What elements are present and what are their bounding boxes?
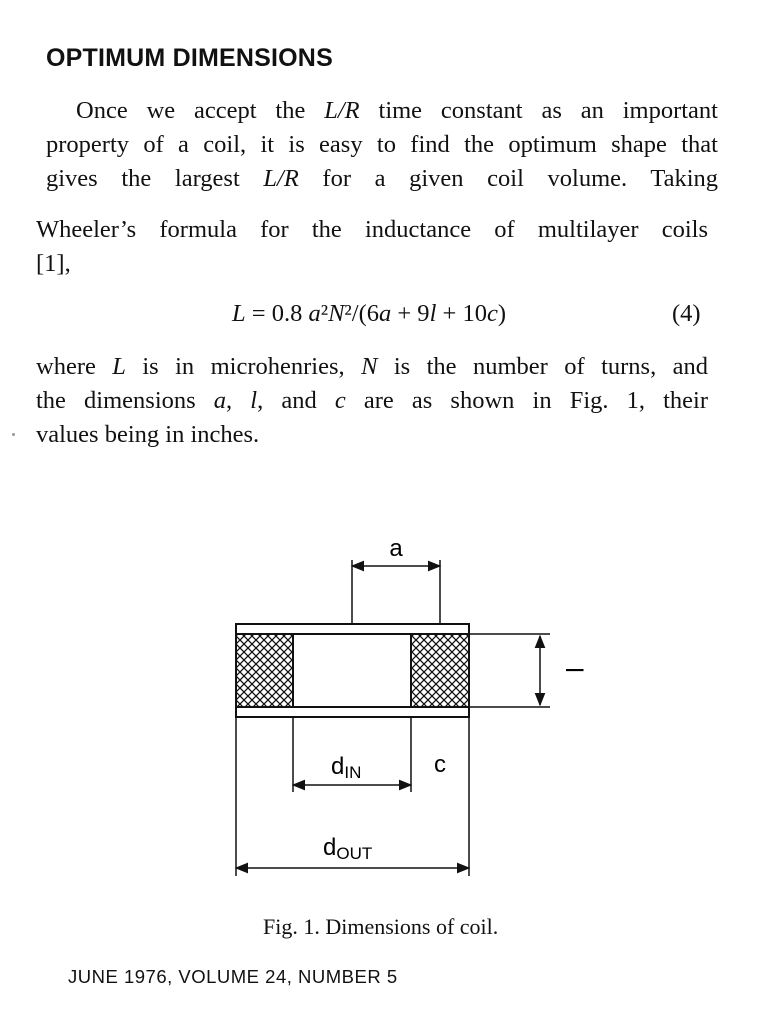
variable-a: a [213,387,227,414]
dout-label: dOUT [323,834,373,863]
scan-speck [12,433,15,436]
paragraph-3 [36,350,708,452]
text-run: gives the largest [46,165,264,192]
paragraph-1-line-2: property of a coil, it is easy to find the optimum shape that [46,131,718,158]
top-flange [236,624,469,634]
paragraph-2-line-2: [1], [36,250,71,277]
paragraph-3-line-1 [36,350,708,384]
coil-dimensions-figure [0,530,766,890]
wheeler-equation: L = 0.8 a²N²/(6a + 9l + 10c) [232,300,506,327]
paragraph-1 [46,94,718,196]
text-run: where [36,353,113,380]
paragraph-3-line-3: values being in inches. [36,421,260,448]
text-run: time constant as an important [359,97,718,124]
paragraph-2 [36,213,708,281]
paragraph-2-line-1: Wheeler’s formula for the inductance of multilayer coils [36,216,708,243]
paragraph-1-line-3 [46,162,718,196]
figure-caption: Fig. 1. Dimensions of coil. [263,914,499,939]
variable-l-length: l [250,387,258,414]
equation-number: (4) [672,300,701,327]
page-footer: JUNE 1976, VOLUME 24, NUMBER 5 [68,966,398,987]
text-run: Once we accept the [76,97,325,124]
din-label: dIN [331,753,362,782]
variable-c: c [334,387,346,414]
a-label: a [389,535,403,562]
section-heading: OPTIMUM DIMENSIONS [46,44,333,72]
paragraph-1-line-1 [46,94,718,128]
text-run: is in microhenries, [125,353,362,380]
c-label: c [434,751,446,778]
paragraph-3-line-2 [36,384,708,418]
text-run: is the number of turns, and [377,353,708,380]
variable-n: N [361,353,378,380]
l-label: l [560,667,587,673]
variable-l: L [112,353,126,380]
winding-left [236,634,293,707]
text-run: are as shown in Fig. 1, their [345,387,709,414]
lr-variable: L/R [324,97,360,124]
bottom-flange [236,707,469,717]
winding-right [411,634,469,707]
text-run: , [226,387,251,414]
text-run: , and [257,387,335,414]
lr-variable: L/R [263,165,299,192]
text-run: for a given coil volume. Taking [298,165,719,192]
text-run: the dimensions [36,387,214,414]
